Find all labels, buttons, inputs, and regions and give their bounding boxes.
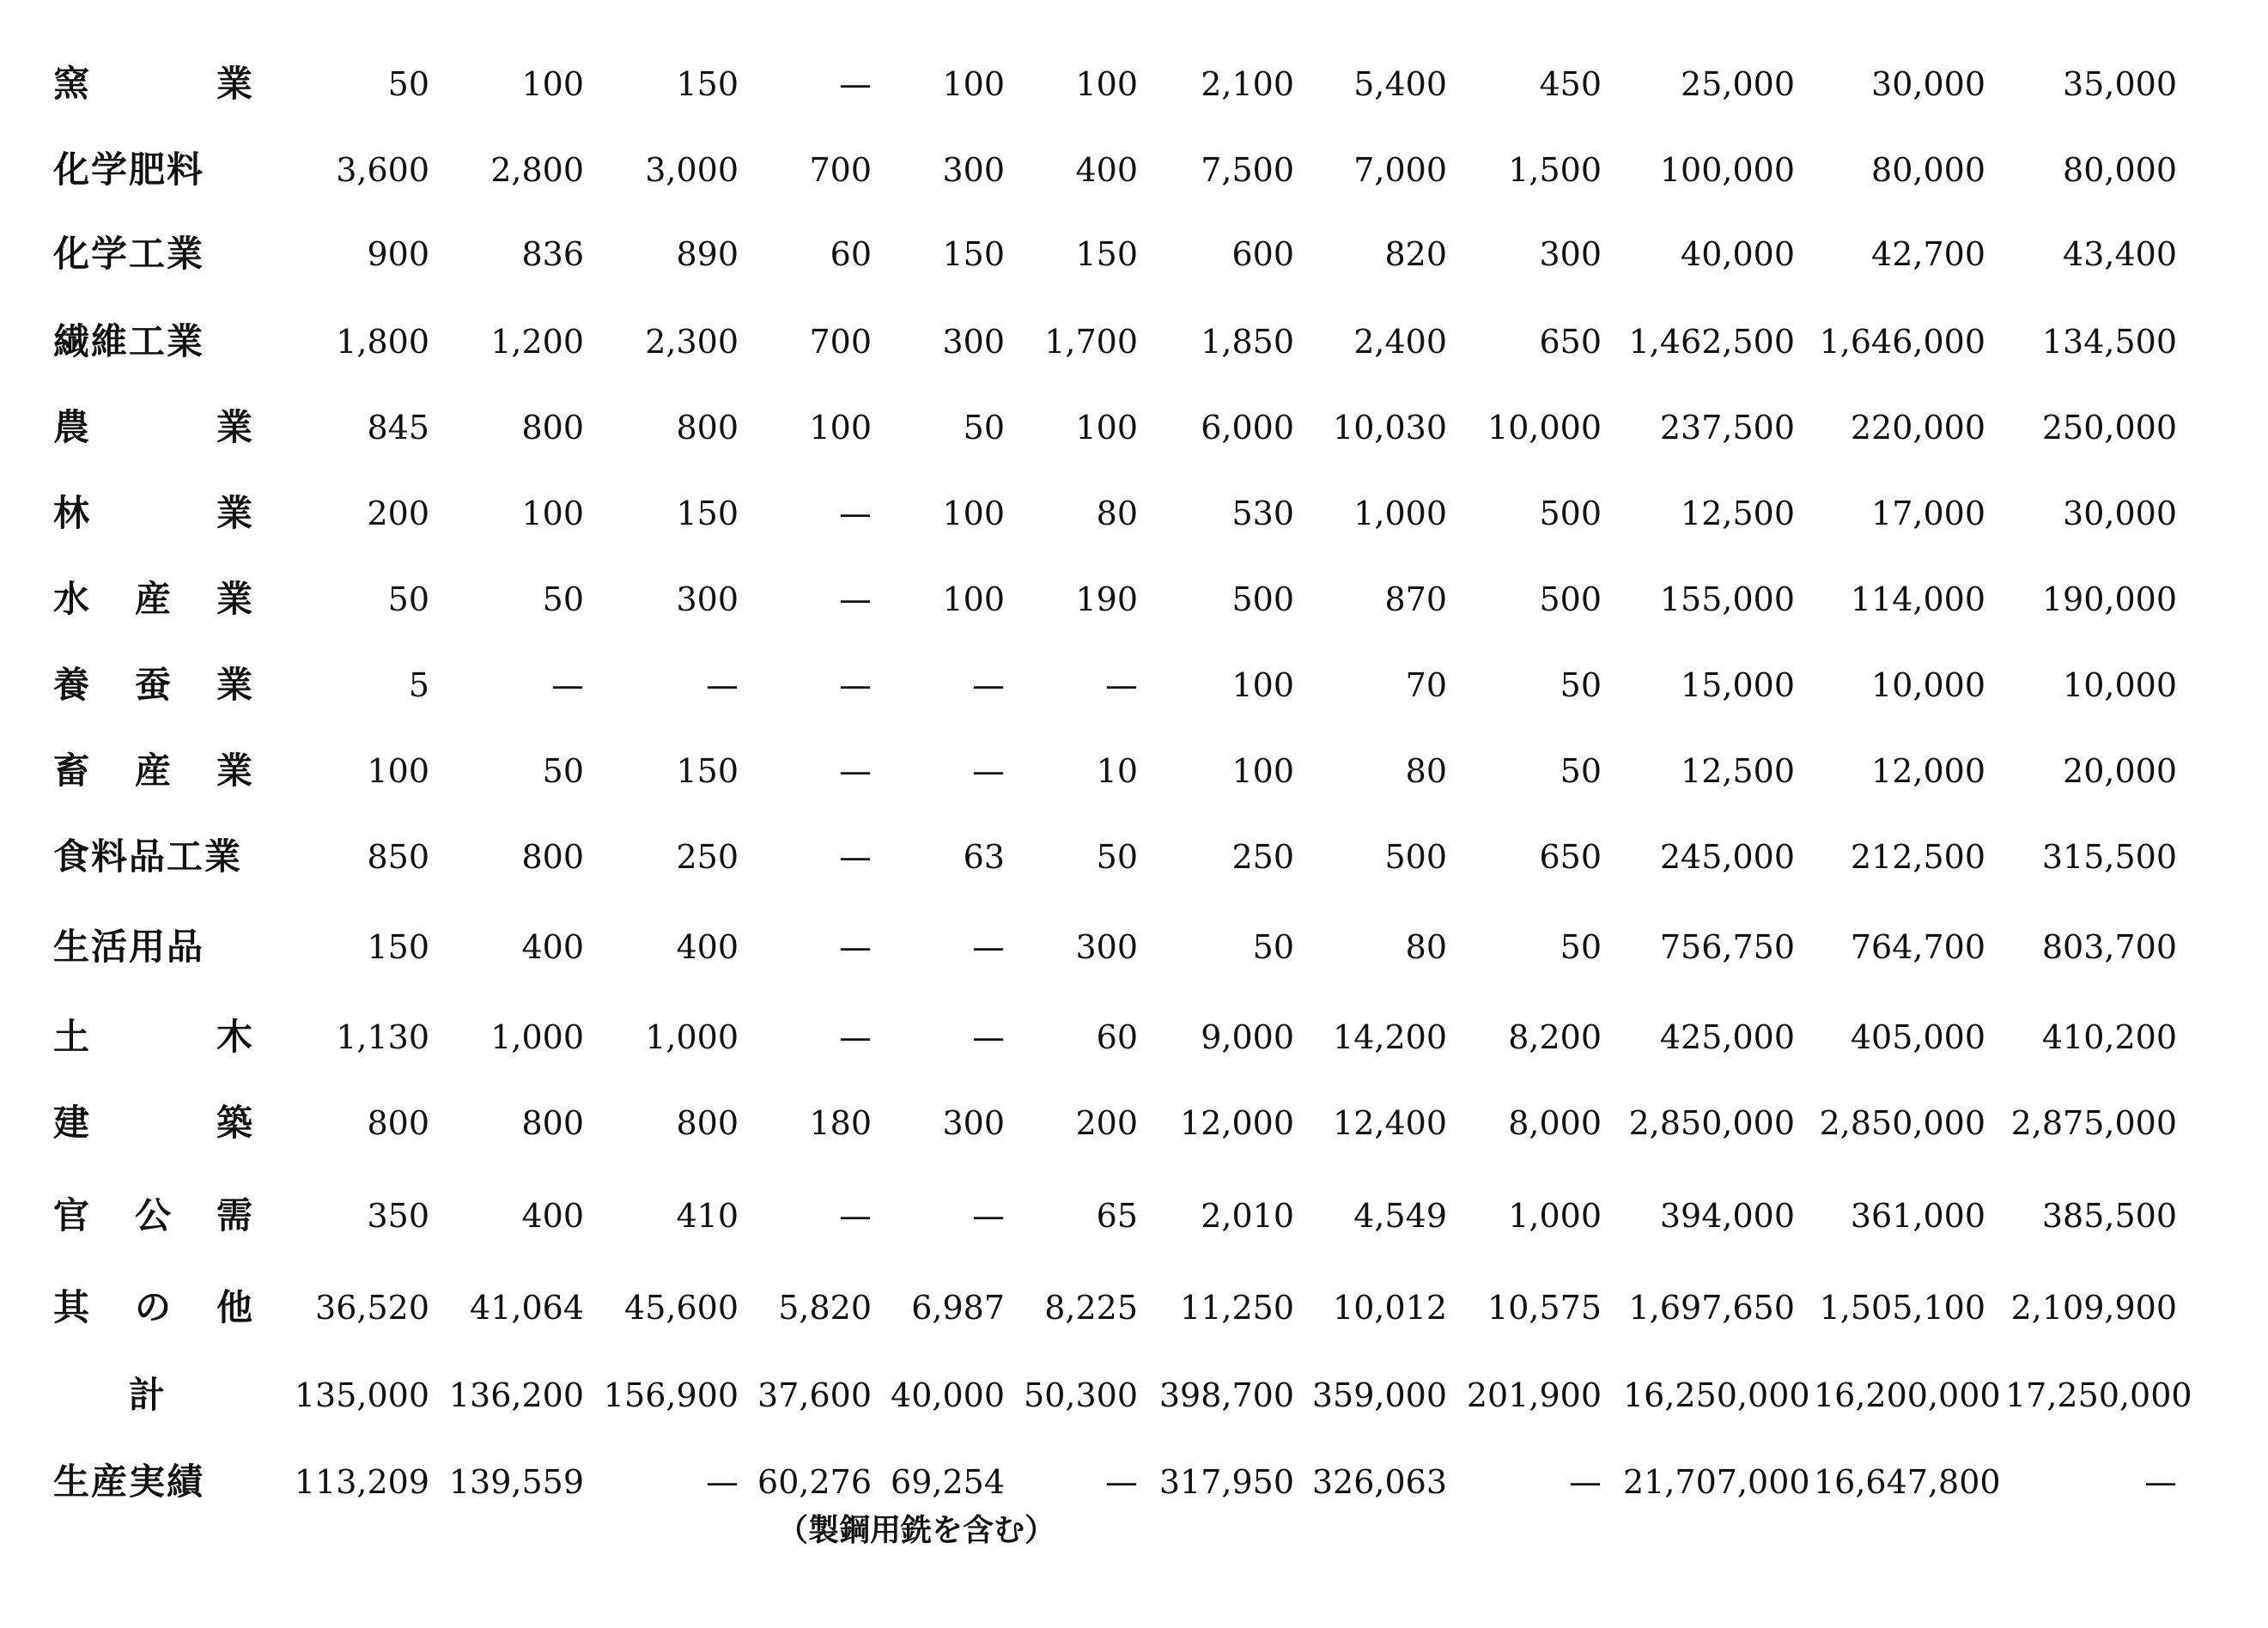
table-cell: 500 [1384, 838, 1447, 876]
table-cell: 8,200 [1508, 1018, 1602, 1056]
table-cell: 16,250,000 [1623, 1376, 1810, 1414]
table-cell: 50 [387, 65, 429, 103]
table-cell: 10 [1096, 752, 1138, 790]
row-label: 水 産 業 [53, 578, 254, 620]
table-cell: 212,500 [1850, 838, 1985, 876]
table-cell: 250 [1231, 838, 1294, 876]
table-cell: 1,462,500 [1628, 323, 1795, 361]
row-label: 生活用品 [53, 926, 205, 968]
table-cell: — [1569, 1463, 1602, 1501]
table-cell: 150 [942, 235, 1005, 273]
table-cell: 190 [1075, 580, 1138, 618]
table-cell: 8,225 [1044, 1289, 1138, 1327]
table-cell: 2,875,000 [2010, 1104, 2177, 1142]
row-label: 化学肥料 [53, 149, 205, 191]
table-row [0, 1089, 2268, 1157]
table-cell: 1,500 [1508, 151, 1602, 189]
table-cell: 850 [367, 838, 429, 876]
row-label: 養 蚕 業 [53, 664, 254, 706]
row-label: 官 公 需 [53, 1194, 254, 1236]
table-row [0, 823, 2268, 891]
table-cell: 69,254 [891, 1463, 1005, 1501]
table-cell: 113,209 [294, 1463, 429, 1501]
table-cell: 2,400 [1353, 323, 1447, 361]
table-cell: 10,000 [1871, 666, 1985, 704]
table-cell: 45,600 [624, 1289, 739, 1327]
table-cell: 50 [1096, 838, 1138, 876]
row-label: 土 木 [53, 1016, 254, 1058]
table-cell: 803,700 [2041, 928, 2177, 966]
table-cell: 200 [1075, 1104, 1138, 1142]
table-cell: 200 [367, 495, 429, 532]
table-cell: 800 [676, 409, 739, 446]
table-cell: 1,000 [1508, 1197, 1602, 1235]
table-cell: 100 [809, 409, 872, 446]
table-cell: 400 [1075, 151, 1138, 189]
table-cell: 50 [1560, 928, 1602, 966]
table-row [0, 1361, 2268, 1430]
table-cell: 30,000 [2063, 495, 2177, 532]
table-cell: 410 [676, 1197, 739, 1235]
table-cell: 250,000 [2041, 409, 2177, 446]
table-cell: — [839, 928, 872, 966]
row-label: 畜 産 業 [53, 750, 254, 792]
table-cell: — [972, 1197, 1005, 1235]
table-cell: 6,987 [911, 1289, 1005, 1327]
table-cell: 400 [521, 1197, 584, 1235]
table-cell: 820 [1384, 235, 1447, 273]
table-cell: 80,000 [2063, 151, 2177, 189]
table-cell: 400 [521, 928, 584, 966]
table-cell: 150 [676, 65, 739, 103]
table-row [0, 913, 2268, 981]
table-cell: 43,400 [2063, 235, 2177, 273]
table-cell: 12,000 [1871, 752, 1985, 790]
table-cell: 35,000 [2063, 65, 2177, 103]
table-cell: 80 [1096, 495, 1138, 532]
table-row [0, 1273, 2268, 1342]
table-cell: 50 [1560, 666, 1602, 704]
table-cell: — [1105, 1463, 1138, 1501]
table-cell: 114,000 [1850, 580, 1985, 618]
table-cell: 250 [676, 838, 739, 876]
table-cell: 50 [542, 752, 584, 790]
table-cell: 17,250,000 [2005, 1376, 2192, 1414]
table-cell: 300 [942, 1104, 1005, 1142]
table-cell: — [1105, 666, 1138, 704]
table-cell: 42,700 [1871, 235, 1985, 273]
table-cell: 7,500 [1201, 151, 1294, 189]
table-cell: 50 [542, 580, 584, 618]
table-cell: 50 [963, 409, 1005, 446]
table-cell: 155,000 [1659, 580, 1795, 618]
table-row [0, 651, 2268, 720]
table-cell: 150 [367, 928, 429, 966]
table-cell: 50 [1560, 752, 1602, 790]
table-cell: — [839, 666, 872, 704]
table-row [0, 737, 2268, 805]
table-cell: 890 [676, 235, 739, 273]
table-cell: 1,697,650 [1628, 1289, 1795, 1327]
table-cell: 836 [521, 235, 584, 273]
table-cell: 10,575 [1487, 1289, 1602, 1327]
table-cell: 100 [1231, 752, 1294, 790]
table-cell: 800 [676, 1104, 739, 1142]
table-cell: 359,000 [1311, 1376, 1447, 1414]
table-cell: — [839, 65, 872, 103]
table-cell: 36,520 [315, 1289, 429, 1327]
row-label: 化学工業 [53, 233, 205, 275]
table-cell: 8,000 [1508, 1104, 1602, 1142]
table-cell: 2,300 [645, 323, 739, 361]
table-footnote: （製鋼用銑を含む） [777, 1513, 1056, 1548]
table-cell: 237,500 [1659, 409, 1795, 446]
table-cell: 4,549 [1353, 1197, 1447, 1235]
table-cell: 80,000 [1871, 151, 1985, 189]
table-cell: 1,200 [490, 323, 584, 361]
table-cell: 40,000 [1681, 235, 1795, 273]
table-cell: 2,010 [1201, 1197, 1294, 1235]
table-cell: 870 [1384, 580, 1447, 618]
table-cell: 2,850,000 [1819, 1104, 1985, 1142]
table-cell: 900 [367, 235, 429, 273]
table-cell: 50,300 [1024, 1376, 1138, 1414]
table-cell: 6,000 [1201, 409, 1294, 446]
row-label: 建 築 [53, 1102, 254, 1144]
table-cell: 136,200 [448, 1376, 584, 1414]
table-cell: 394,000 [1659, 1197, 1795, 1235]
table-cell: 25,000 [1681, 65, 1795, 103]
table-cell: 50 [387, 580, 429, 618]
table-cell: 1,800 [336, 323, 429, 361]
table-row [0, 1003, 2268, 1072]
table-cell: 70 [1405, 666, 1447, 704]
table-cell: 100 [942, 580, 1005, 618]
table-cell: 300 [942, 151, 1005, 189]
table-cell: 300 [942, 323, 1005, 361]
table-cell: 700 [809, 323, 872, 361]
table-cell: 12,500 [1681, 752, 1795, 790]
table-cell: 2,850,000 [1628, 1104, 1795, 1142]
table-cell: 21,707,000 [1623, 1463, 1810, 1501]
table-cell: 9,000 [1201, 1018, 1294, 1056]
table-cell: 150 [676, 495, 739, 532]
table-cell: 700 [809, 151, 872, 189]
table-cell: 410,200 [2041, 1018, 2177, 1056]
table-cell: 3,600 [336, 151, 429, 189]
table-cell: 156,900 [603, 1376, 739, 1414]
table-cell: 60 [830, 235, 872, 273]
table-cell: 20,000 [2063, 752, 2177, 790]
table-cell: 425,000 [1659, 1018, 1795, 1056]
table-cell: 190,000 [2041, 580, 2177, 618]
table-cell: 16,200,000 [1814, 1376, 2001, 1414]
table-cell: 100 [367, 752, 429, 790]
table-cell: 530 [1231, 495, 1294, 532]
row-label: 生産実績 [53, 1461, 205, 1503]
table-cell: 10,000 [1487, 409, 1602, 446]
table-cell: 100 [1075, 65, 1138, 103]
table-cell: 100,000 [1659, 151, 1795, 189]
table-cell: — [839, 752, 872, 790]
table-cell: 1,000 [490, 1018, 584, 1056]
table-cell: 201,900 [1466, 1376, 1602, 1414]
table-cell: 5,400 [1353, 65, 1447, 103]
table-cell: 756,750 [1659, 928, 1795, 966]
table-cell: 326,063 [1311, 1463, 1447, 1501]
table-cell: 405,000 [1850, 1018, 1985, 1056]
table-cell: 150 [676, 752, 739, 790]
table-cell: 3,000 [645, 151, 739, 189]
table-cell: 60,276 [757, 1463, 872, 1501]
table-cell: — [839, 838, 872, 876]
table-cell: 10,000 [2063, 666, 2177, 704]
table-cell: — [2144, 1463, 2177, 1501]
row-label: 食料品工業 [53, 835, 243, 878]
table-cell: 650 [1539, 323, 1602, 361]
table-cell: 1,000 [1353, 495, 1447, 532]
table-cell: 600 [1231, 235, 1294, 273]
table-cell: 1,850 [1201, 323, 1294, 361]
table-cell: 12,000 [1180, 1104, 1294, 1142]
table-cell: 135,000 [294, 1376, 429, 1414]
table-row [0, 479, 2268, 548]
table-cell: 139,559 [448, 1463, 584, 1501]
table-cell: — [972, 1018, 1005, 1056]
table-cell: 11,250 [1180, 1289, 1294, 1327]
row-label: 繊維工業 [53, 320, 205, 362]
table-row [0, 307, 2268, 376]
table-cell: 12,500 [1681, 495, 1795, 532]
table-cell: 361,000 [1850, 1197, 1985, 1235]
table-row [0, 50, 2268, 118]
table-cell: 5 [408, 666, 429, 704]
table-cell: 41,064 [470, 1289, 584, 1327]
row-label: 農 業 [53, 406, 254, 448]
table-cell: 450 [1539, 65, 1602, 103]
table-cell: 100 [1075, 409, 1138, 446]
table-cell: 17,000 [1871, 495, 1985, 532]
table-cell: — [551, 666, 584, 704]
table-cell: — [706, 666, 739, 704]
table-row [0, 393, 2268, 462]
table-cell: 300 [1075, 928, 1138, 966]
table-cell: — [972, 928, 1005, 966]
table-cell: 2,800 [490, 151, 584, 189]
table-cell: 134,500 [2041, 323, 2177, 361]
table-cell: 300 [1539, 235, 1602, 273]
table-cell: 80 [1405, 752, 1447, 790]
table-cell: 1,000 [645, 1018, 739, 1056]
table-cell: 65 [1096, 1197, 1138, 1235]
table-cell: 14,200 [1333, 1018, 1447, 1056]
table-cell: 500 [1231, 580, 1294, 618]
table-cell: 37,600 [757, 1376, 872, 1414]
row-label: 其 の 他 [53, 1286, 254, 1328]
table-cell: 60 [1096, 1018, 1138, 1056]
table-cell: 400 [676, 928, 739, 966]
table-cell: 300 [676, 580, 739, 618]
table-row [0, 220, 2268, 289]
table-row [0, 1182, 2268, 1250]
table-cell: — [839, 1018, 872, 1056]
table-cell: 2,100 [1201, 65, 1294, 103]
table-cell: 100 [521, 65, 584, 103]
table-cell: 10,030 [1333, 409, 1447, 446]
table-cell: 800 [521, 1104, 584, 1142]
table-row [0, 1448, 2268, 1516]
table-cell: 245,000 [1659, 838, 1795, 876]
table-cell: 845 [367, 409, 429, 446]
table-cell: 50 [1252, 928, 1294, 966]
table-cell: 150 [1075, 235, 1138, 273]
table-cell: 63 [963, 838, 1005, 876]
table-row [0, 136, 2268, 204]
table-cell: 1,505,100 [1819, 1289, 1985, 1327]
table-cell: 12,400 [1333, 1104, 1447, 1142]
table-cell: 15,000 [1681, 666, 1795, 704]
row-label: 林 業 [53, 492, 254, 534]
table-cell: 398,700 [1158, 1376, 1294, 1414]
table-cell: 5,820 [778, 1289, 872, 1327]
table-cell: 100 [942, 495, 1005, 532]
table-cell: 180 [809, 1104, 872, 1142]
row-label: 窯 業 [53, 63, 254, 105]
table-cell: 500 [1539, 580, 1602, 618]
table-row [0, 565, 2268, 634]
table-cell: 800 [367, 1104, 429, 1142]
table-cell: 315,500 [2041, 838, 2177, 876]
table-cell: 764,700 [1850, 928, 1985, 966]
table-cell: 800 [521, 838, 584, 876]
table-cell: — [972, 752, 1005, 790]
table-cell: 2,109,900 [2010, 1289, 2177, 1327]
table-cell: — [839, 495, 872, 532]
row-label: 計 [129, 1374, 167, 1416]
table-cell: 385,500 [2041, 1197, 2177, 1235]
table-cell: — [839, 580, 872, 618]
table-cell: 100 [1231, 666, 1294, 704]
table-cell: — [839, 1197, 872, 1235]
table-cell: 80 [1405, 928, 1447, 966]
table-cell: 10,012 [1333, 1289, 1447, 1327]
table-cell: 1,700 [1044, 323, 1138, 361]
table-cell: 650 [1539, 838, 1602, 876]
table-cell: 100 [521, 495, 584, 532]
table-cell: 800 [521, 409, 584, 446]
table-cell: — [972, 666, 1005, 704]
table-cell: 1,130 [336, 1018, 429, 1056]
table-cell: 1,646,000 [1819, 323, 1985, 361]
table-cell: 7,000 [1353, 151, 1447, 189]
table-cell: 317,950 [1158, 1463, 1294, 1501]
table-cell: 100 [942, 65, 1005, 103]
table-cell: 16,647,800 [1814, 1463, 2001, 1501]
table-cell: 500 [1539, 495, 1602, 532]
table-cell: 40,000 [891, 1376, 1005, 1414]
table-cell: 350 [367, 1197, 429, 1235]
table-cell: 30,000 [1871, 65, 1985, 103]
table-cell: — [706, 1463, 739, 1501]
table-cell: 220,000 [1850, 409, 1985, 446]
